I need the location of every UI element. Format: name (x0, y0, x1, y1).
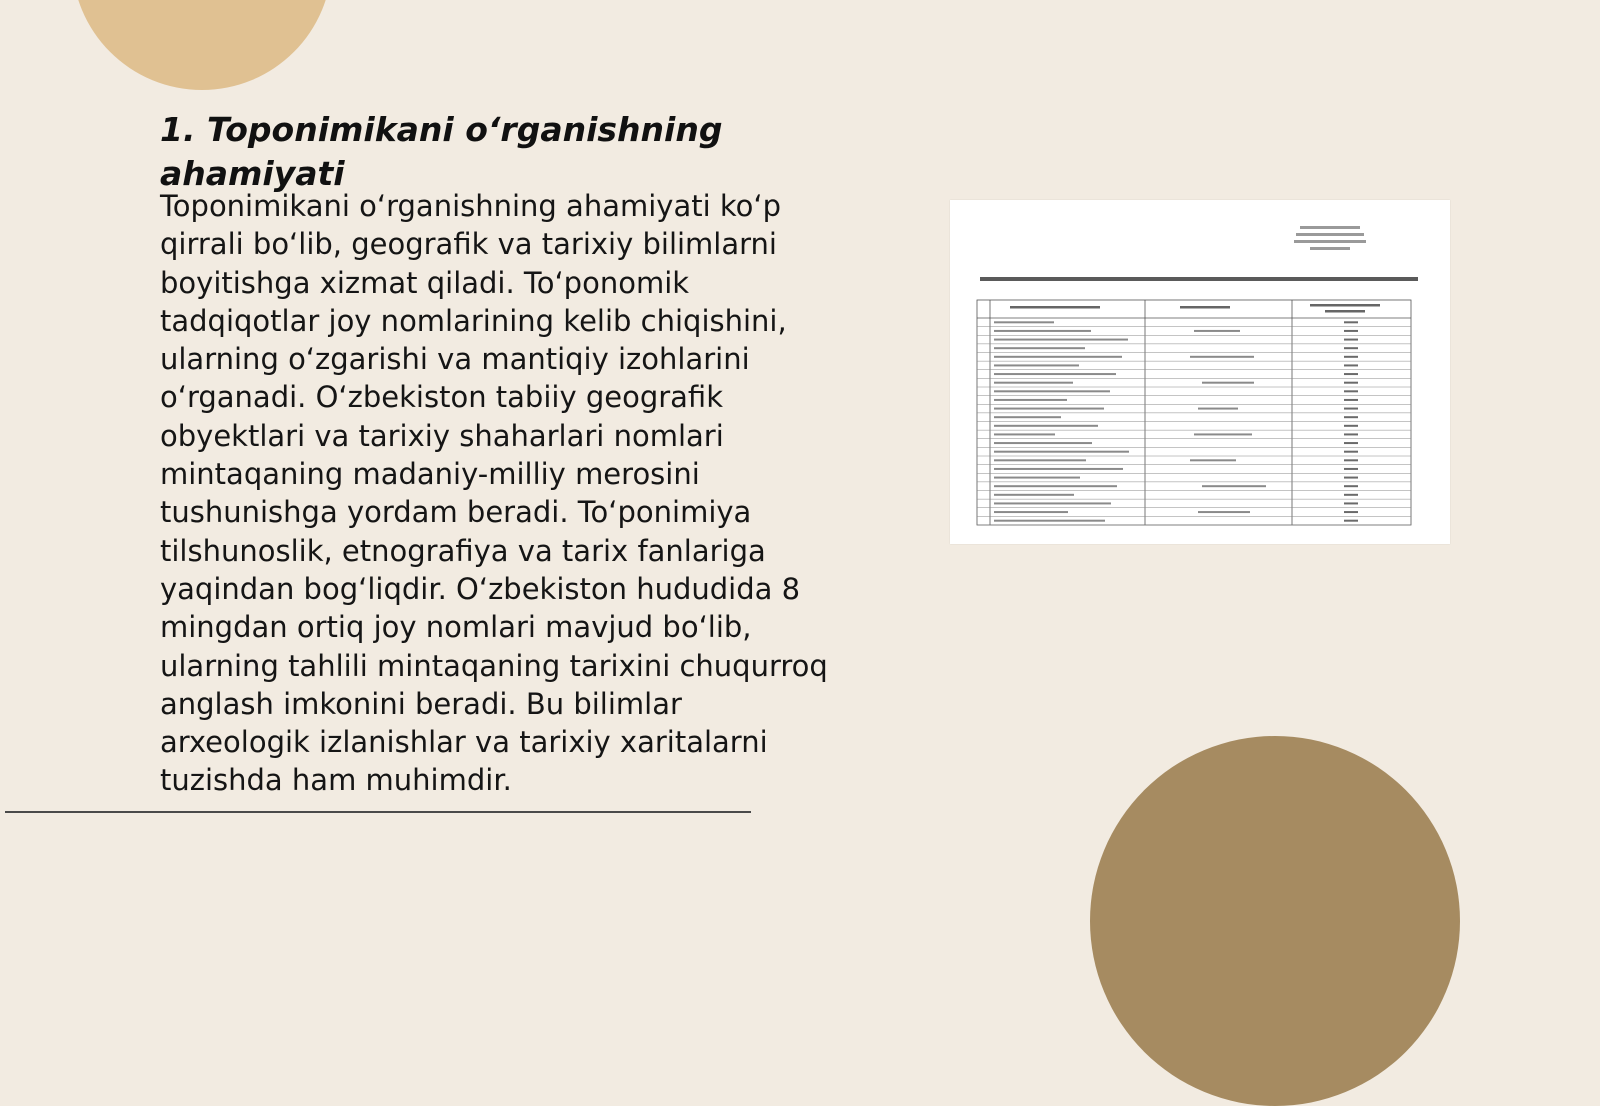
doc-cell-mark (1344, 459, 1358, 461)
doc-cell-mark (994, 399, 1067, 401)
doc-cell-mark (994, 477, 1080, 479)
doc-cell-mark (994, 468, 1123, 470)
slide-title: 1. Toponimikani o‘rganishning ahamiyati (160, 110, 723, 193)
doc-cell-mark (994, 502, 1111, 504)
doc-cell-mark (1344, 364, 1358, 366)
doc-cell-mark (1344, 468, 1358, 470)
doc-cell-mark (1344, 408, 1358, 410)
doc-cell-mark (994, 459, 1086, 461)
doc-cell-mark (1344, 494, 1358, 496)
doc-cell-mark (994, 442, 1092, 444)
doc-cell-mark (1190, 356, 1254, 358)
doc-header-mark (1180, 306, 1230, 309)
doc-cell-mark (994, 485, 1117, 487)
doc-header-mark (1310, 304, 1380, 307)
doc-cell-mark (1202, 382, 1254, 384)
decorative-circle-top (72, 0, 332, 90)
decorative-circle-bottom (1090, 736, 1460, 1106)
doc-cell-mark (994, 382, 1073, 384)
doc-cell-mark (1344, 442, 1358, 444)
doc-cell-mark (1344, 321, 1358, 323)
doc-cell-mark (994, 373, 1116, 375)
doc-cell-mark (1202, 485, 1266, 487)
doc-table (977, 300, 1411, 525)
doc-cell-mark (994, 416, 1061, 418)
doc-cell-mark (1344, 520, 1358, 522)
divider-line (5, 811, 751, 813)
doc-cell-mark (994, 321, 1054, 323)
doc-cell-mark (1194, 330, 1240, 332)
doc-cell-mark (994, 364, 1079, 366)
doc-cell-mark (994, 520, 1105, 522)
doc-header-block (1294, 226, 1366, 250)
doc-cell-mark (1344, 416, 1358, 418)
doc-cell-mark (994, 511, 1068, 513)
doc-cell-mark (994, 330, 1091, 332)
doc-cell-mark (1344, 502, 1358, 504)
doc-cell-mark (1344, 356, 1358, 358)
slide-body-text: Toponimikani o‘rganishning ahamiyati ko‘p qirrali bo‘lib, geografik va tarixiy bilimlarni boyitishga xizmat qiladi. To‘ponomik tadqiqotlar joy nomlarining kelib chiqishini, ularning o‘zgarishi va mantiqiy izohlarini o‘rganadi. O‘zbekiston tabiiy geografik obyektlari va tarixiy shaharlari nomlari mintaqaning madaniy-milliy merosini tushunishga yordam beradi. To‘ponimiya tilshunoslik, etnografiya va tarix fanlariga yaqindan bog‘liqdir. O‘zbekiston hududida 8 mingdan ortiq joy nomlari mavjud bo‘lib, ularning tahlili mintaqaning tarixini chuqurroq anglash imkonini beradi. Bu bilimlar arxeologik izlanishlar va tarixiy xaritalarni tuzishda ham muhimdir. (160, 189, 828, 798)
doc-cell-mark (994, 356, 1122, 358)
doc-cell-mark (1344, 425, 1358, 427)
document-table-image (950, 200, 1450, 544)
doc-cell-mark (994, 408, 1104, 410)
doc-cell-mark (1344, 477, 1358, 479)
doc-cell-mark (994, 425, 1098, 427)
doc-cell-mark (1344, 399, 1358, 401)
doc-cell-mark (994, 494, 1074, 496)
doc-cell-mark (1344, 373, 1358, 375)
doc-cell-mark (1344, 485, 1358, 487)
doc-cell-mark (994, 339, 1128, 341)
doc-cell-mark (994, 451, 1129, 453)
doc-cell-mark (1344, 330, 1358, 332)
doc-cell-mark (994, 390, 1110, 392)
doc-cell-mark (994, 433, 1055, 435)
doc-header-mark (1325, 310, 1365, 313)
doc-cell-mark (1198, 511, 1250, 513)
doc-cell-mark (1344, 390, 1358, 392)
doc-title-line (980, 277, 1418, 281)
doc-cell-mark (1344, 433, 1358, 435)
doc-cell-mark (1190, 459, 1236, 461)
doc-cell-mark (994, 347, 1085, 349)
doc-cell-mark (1344, 511, 1358, 513)
doc-cell-mark (1198, 408, 1238, 410)
doc-cell-mark (1344, 382, 1358, 384)
doc-cell-mark (1344, 451, 1358, 453)
doc-cell-mark (1344, 339, 1358, 341)
doc-header-mark (1010, 306, 1100, 309)
doc-cell-mark (1194, 433, 1252, 435)
doc-cell-mark (1344, 347, 1358, 349)
